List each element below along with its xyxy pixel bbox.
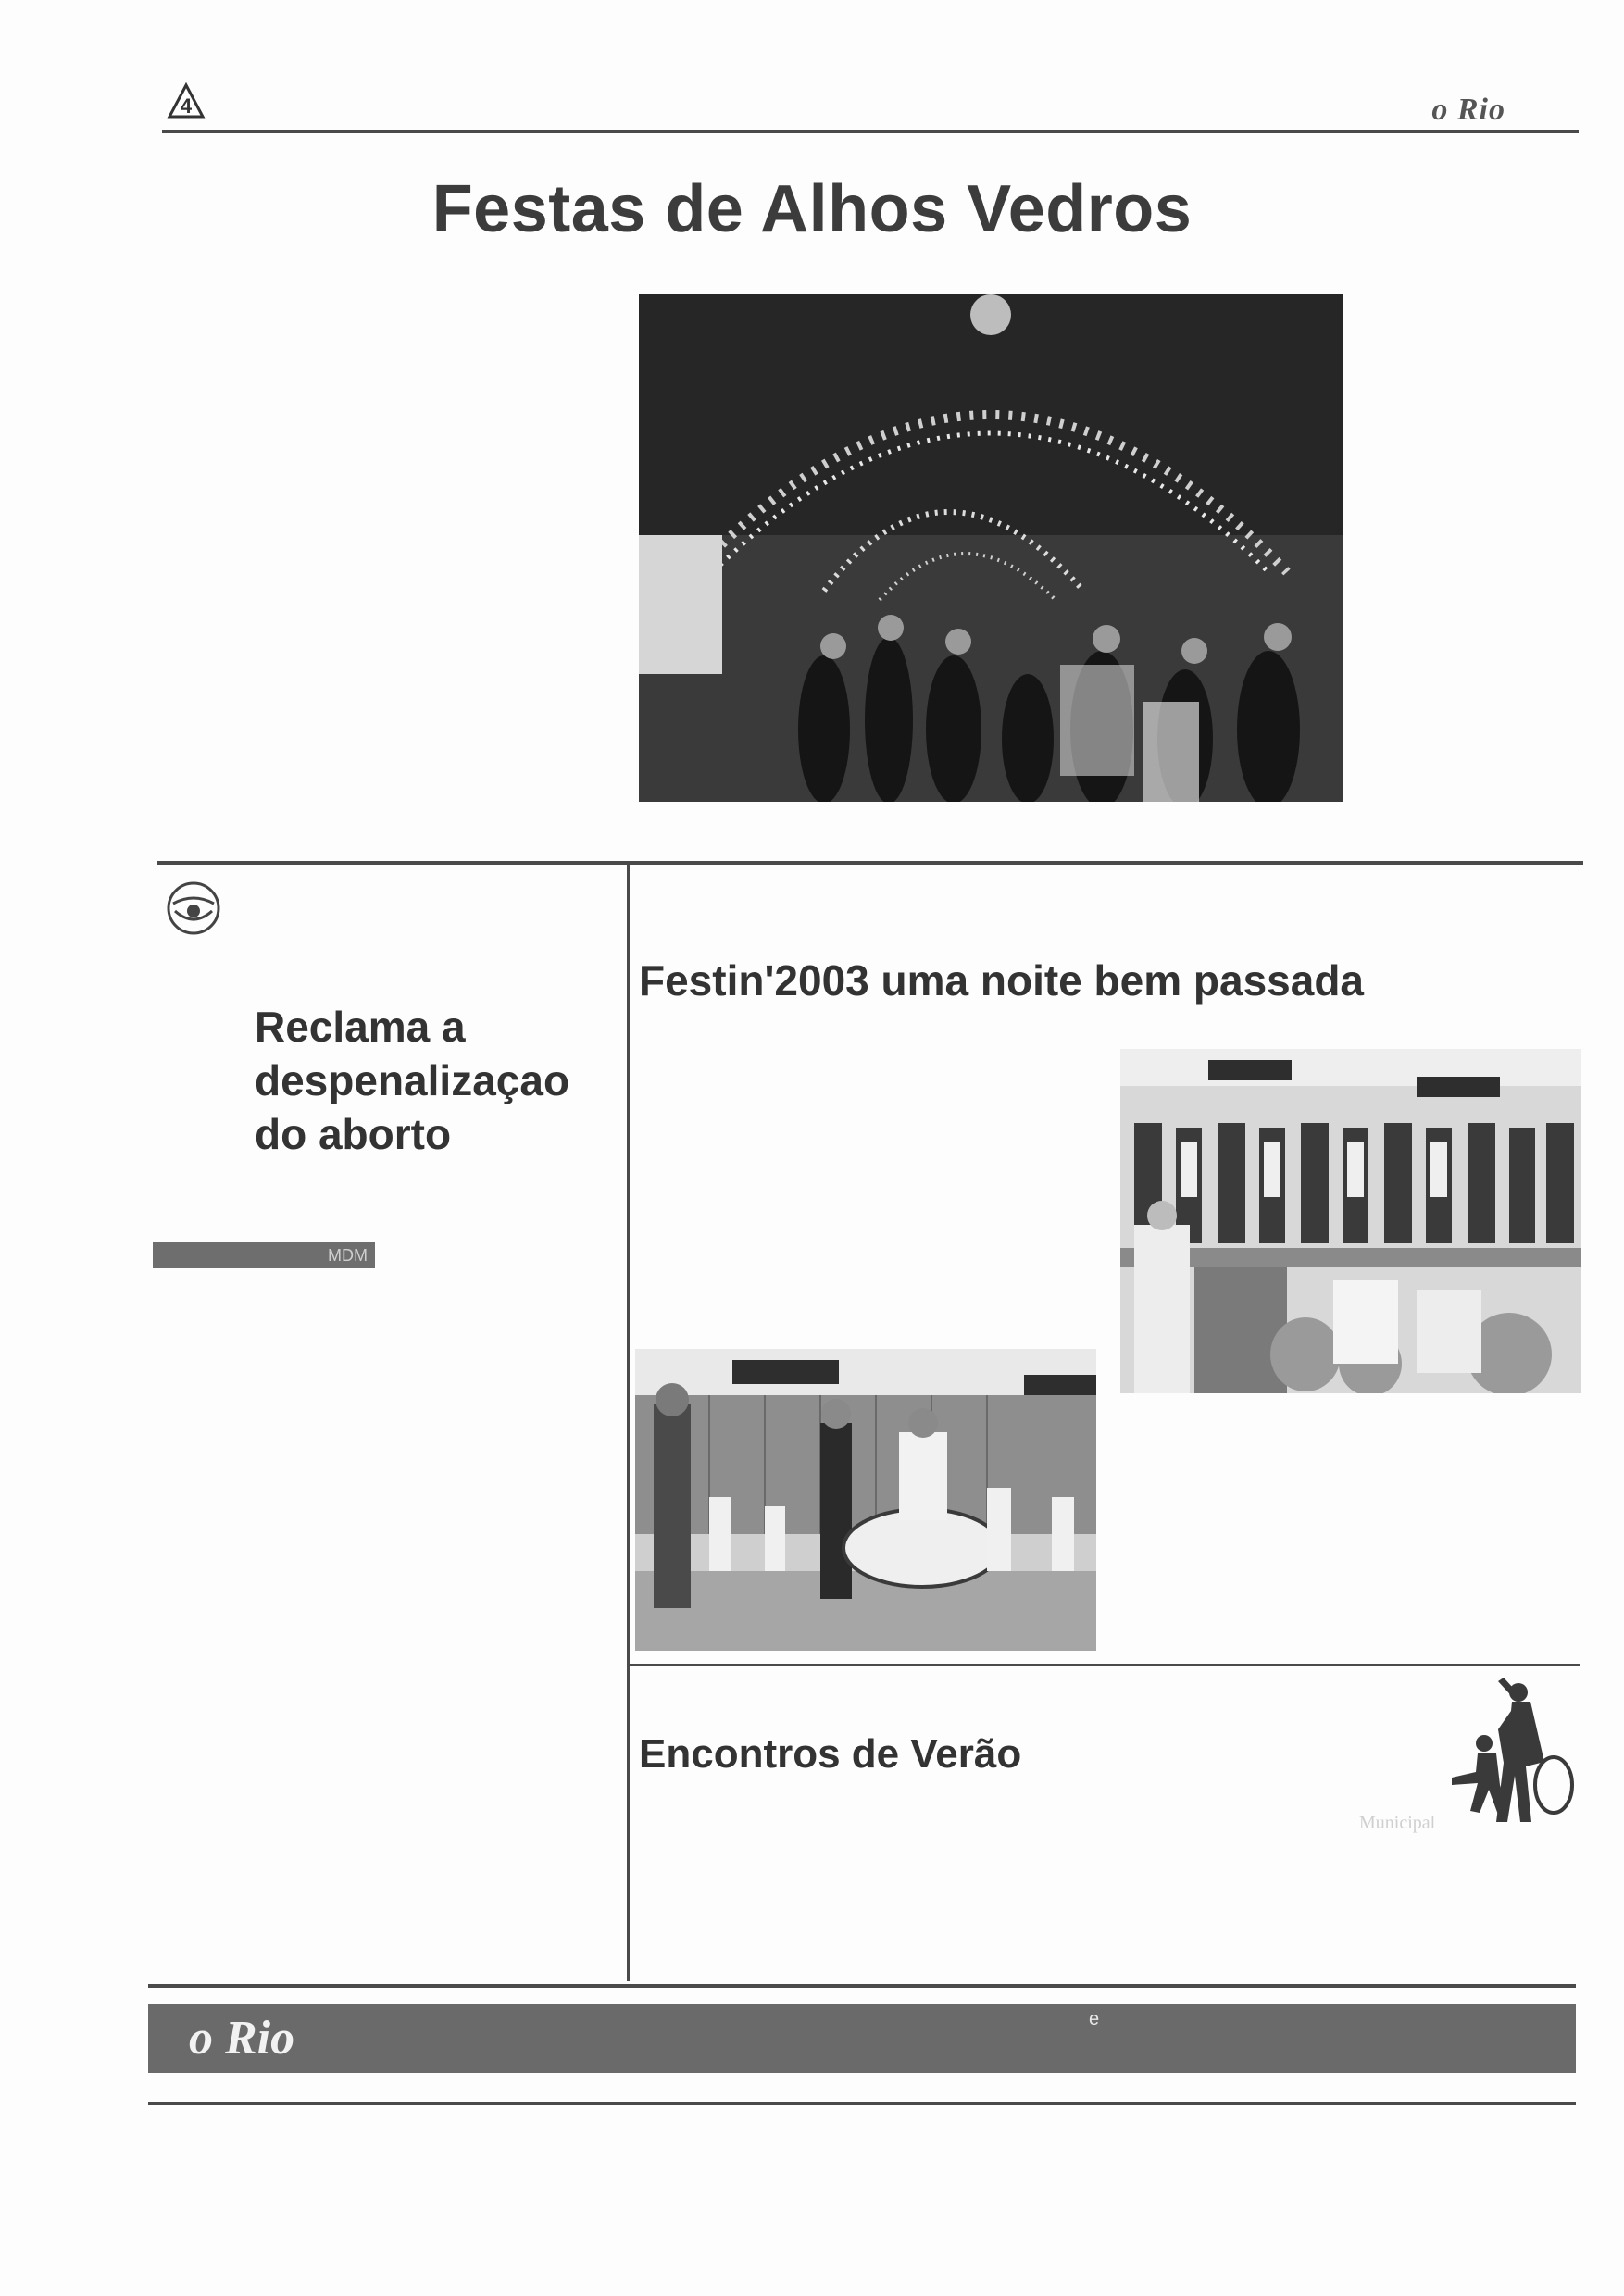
column-divider [627,865,630,1981]
section-rule [157,861,1583,865]
page-number-badge [165,81,207,124]
header-rule [162,130,1579,133]
footer-mark: e [1089,2009,1100,2029]
headline-line-1: Reclama a [255,1003,466,1051]
footer-top-rule [148,1984,1576,1988]
headline-line-3: do aborto [255,1110,452,1158]
masthead: o Rio [1431,93,1505,127]
footer-band [148,2004,1576,2073]
page-number: 4 [180,94,193,118]
main-title: Festas de Alhos Vedros [431,172,1193,246]
festival-photo [639,294,1343,802]
right-subsection-rule [627,1664,1580,1666]
footer-logo: o Rio [189,2012,295,2065]
encontros-headline: Encontros de Verão [639,1731,1022,1777]
footer-bottom-rule [148,2102,1576,2105]
dance-photo [635,1349,1096,1651]
headline-line-2: despenalizaçao [255,1056,570,1104]
abortion-headline [255,1000,606,1161]
mdm-byline-bar: MDM [153,1242,375,1268]
mdm-logo-icon [153,880,234,937]
stage-photo [1120,1049,1581,1393]
folk-dancers-icon [1443,1674,1581,1831]
encontros-caption: Municipal [1359,1813,1436,1833]
festin-headline: Festin'2003 uma noite bem passada [639,956,1365,1004]
